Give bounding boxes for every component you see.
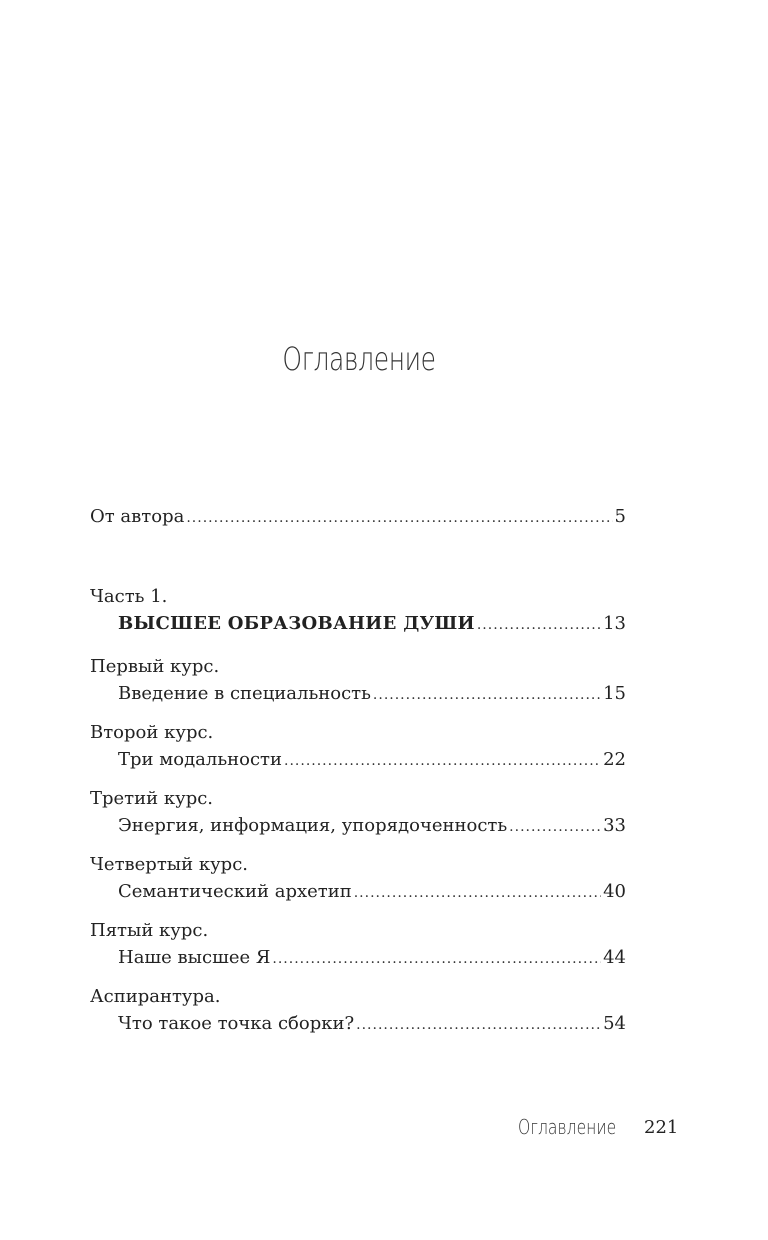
- toc-entry-page: 44: [603, 947, 626, 968]
- toc-entry-course-4[interactable]: [90, 881, 626, 904]
- toc-entry-page: 13: [603, 613, 626, 634]
- dot-leader: [354, 882, 601, 904]
- toc-section-heading: Пятый курс.: [90, 920, 209, 941]
- toc-section-heading: Четвертый курс.: [90, 854, 249, 875]
- toc-entry-label: Энергия, информация, упорядоченность: [118, 815, 508, 836]
- toc-part-heading: Часть 1.: [90, 586, 168, 607]
- toc-entry-page: 5: [614, 506, 626, 527]
- toc-section-heading: Первый курс.: [90, 656, 220, 677]
- dot-leader: [186, 507, 612, 529]
- toc-entry-page: 54: [603, 1013, 626, 1034]
- dot-leader: [356, 1014, 601, 1036]
- dot-leader: [272, 948, 601, 970]
- toc-entry-course-5[interactable]: [90, 947, 626, 970]
- toc-section-heading: Аспирантура.: [90, 986, 221, 1007]
- toc-entry-label: От автора: [90, 506, 185, 527]
- toc-entry-intro[interactable]: [90, 506, 626, 529]
- toc-entry-page: 40: [603, 881, 626, 902]
- toc-entry-course-3[interactable]: [90, 815, 626, 838]
- dot-leader: [284, 750, 601, 772]
- toc-entry-label: Три модальности: [118, 749, 283, 770]
- toc-entry-label: ВЫСШЕЕ ОБРАЗОВАНИЕ ДУШИ: [118, 613, 475, 634]
- toc-section-heading: Второй курс.: [90, 722, 214, 743]
- toc-entry-course-2[interactable]: [90, 749, 626, 772]
- toc-entry-label: Введение в специальность: [118, 683, 371, 704]
- toc-entry-part-1[interactable]: [90, 613, 626, 636]
- running-title: Оглавление: [518, 1115, 617, 1139]
- dot-leader: [373, 684, 601, 706]
- toc-entry-label: Что такое точка сборки?: [118, 1013, 355, 1034]
- toc-entry-label: Наше высшее Я: [118, 947, 271, 968]
- toc-entry-page: 22: [603, 749, 626, 770]
- toc-entry-postgrad[interactable]: [90, 1013, 626, 1036]
- dot-leader: [477, 614, 601, 636]
- toc-section-heading: Третий курс.: [90, 788, 214, 809]
- toc-entry-page: 15: [603, 683, 626, 704]
- page-number: 221: [644, 1117, 679, 1138]
- page-title: Оглавление: [282, 340, 436, 378]
- toc-entry-course-1[interactable]: [90, 683, 626, 706]
- toc-entry-page: 33: [603, 815, 626, 836]
- dot-leader: [509, 816, 601, 838]
- toc-entry-label: Семантический архетип: [118, 881, 352, 902]
